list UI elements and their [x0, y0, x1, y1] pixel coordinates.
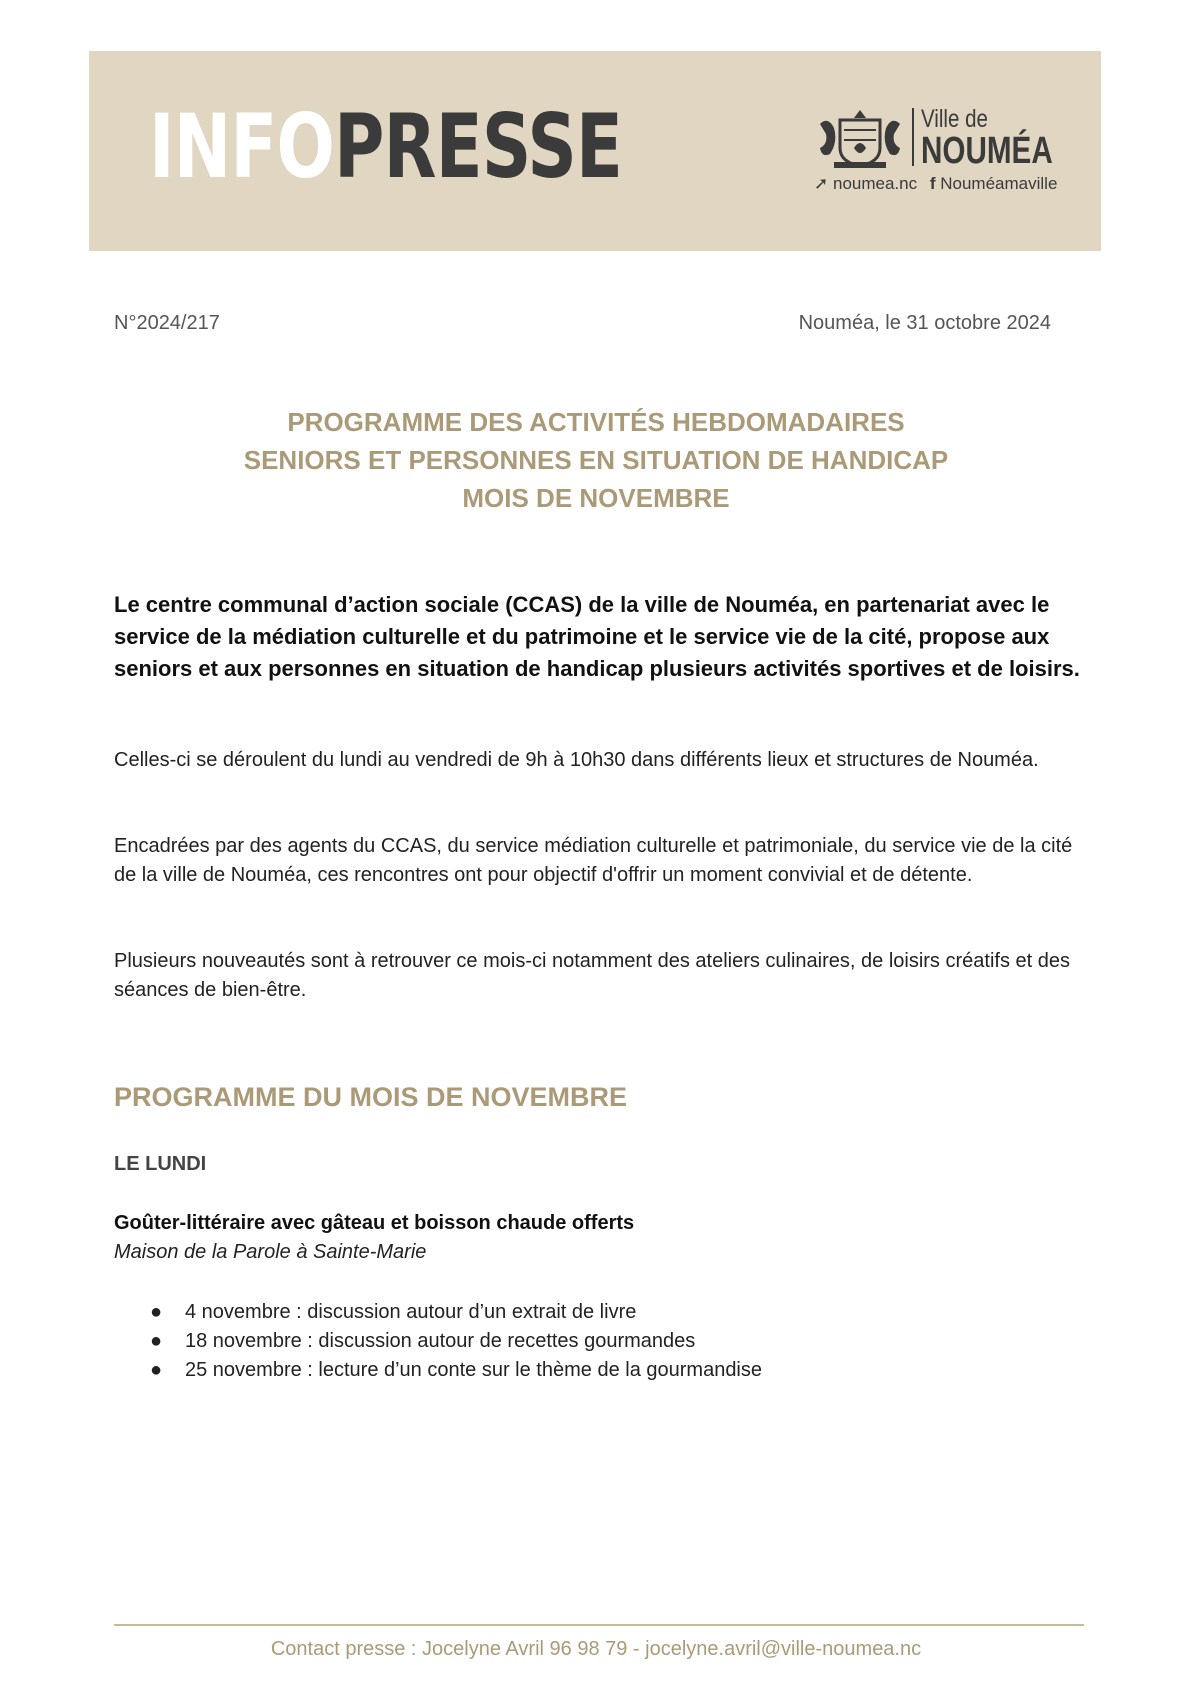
press-release-number: N°2024/217: [114, 312, 220, 334]
ville-de-noumea-logo: [814, 105, 1058, 196]
programme-heading: PROGRAMME DU MOIS DE NOVEMBRE: [114, 1082, 628, 1112]
facebook-text: Nouméamaville: [940, 174, 1058, 193]
logo-social: [814, 174, 1057, 194]
title-line: MOIS DE NOVEMBRE: [462, 483, 730, 513]
list-item: [150, 1327, 762, 1356]
session-text: 25 novembre : lecture d’un conte sur le thème de la gourmandise: [185, 1359, 763, 1381]
header-banner: [89, 51, 1101, 251]
title-line: PROGRAMME DES ACTIVITÉS HEBDOMADAIRES: [287, 407, 905, 437]
activity-place: Maison de la Parole à Sainte-Marie: [114, 1241, 427, 1263]
city-crest-icon: [814, 108, 906, 170]
logo-noumea: NOUMÉA: [921, 130, 1053, 172]
lead-paragraph: Le centre communal d’action sociale (CCAS) de la ville de Nouméa, en partenariat avec le service de la médiation culturelle et du patrimoine et le service vie de la cité, propose aux seniors et aux personnes en situation de handicap plusieurs activités sportives et de loisirs.: [114, 592, 1080, 681]
logo-ville-de: Ville de: [921, 105, 988, 133]
info-presse-wordmark: [149, 95, 623, 198]
activity-title: Goûter-littéraire avec gâteau et boisson chaude offerts: [114, 1212, 635, 1234]
logo-divider: [912, 108, 914, 166]
brand-presse: PRESSE: [334, 95, 623, 198]
session-text: 18 novembre : discussion autour de recettes gourmandes: [185, 1330, 696, 1352]
facebook-icon: f: [929, 174, 936, 193]
session-list: [150, 1298, 762, 1385]
document-title: [0, 403, 1192, 517]
list-item: [150, 1356, 762, 1385]
title-line: SENIORS ET PERSONNES EN SITUATION DE HANDICAP: [243, 445, 949, 475]
bullet-icon: ●: [150, 1301, 163, 1323]
bullet-icon: ●: [150, 1359, 163, 1381]
day-heading: LE LUNDI: [114, 1153, 207, 1175]
body-paragraph: Plusieurs nouveautés sont à retrouver ce mois-ci notamment des ateliers culinaires, de loisirs créatifs et des séances de bien-être.: [114, 950, 1070, 1001]
brand-info: INFO: [149, 95, 335, 198]
footer-divider: [114, 1624, 1084, 1626]
arrow-icon: ➚: [814, 174, 829, 193]
press-contact: Contact presse : Jocelyne Avril 96 98 79 - jocelyne.avril@ville-noumea.nc: [270, 1638, 922, 1660]
session-text: 4 novembre : discussion autour d’un extrait de livre: [185, 1301, 637, 1323]
body-paragraph: Celles-ci se déroulent du lundi au vendredi de 9h à 10h30 dans différents lieux et structures de Nouméa.: [114, 749, 1039, 771]
body-paragraph: Encadrées par des agents du CCAS, du service médiation culturelle et patrimoniale, du service vie de la cité de la ville de Nouméa, ces rencontres ont pour objectif d'offrir un moment convivial et de détente.: [114, 835, 1073, 886]
bullet-icon: ●: [150, 1330, 163, 1352]
website-text: noumea.nc: [832, 174, 918, 193]
list-item: [150, 1298, 762, 1327]
press-release-date: Nouméa, le 31 octobre 2024: [798, 312, 1051, 334]
